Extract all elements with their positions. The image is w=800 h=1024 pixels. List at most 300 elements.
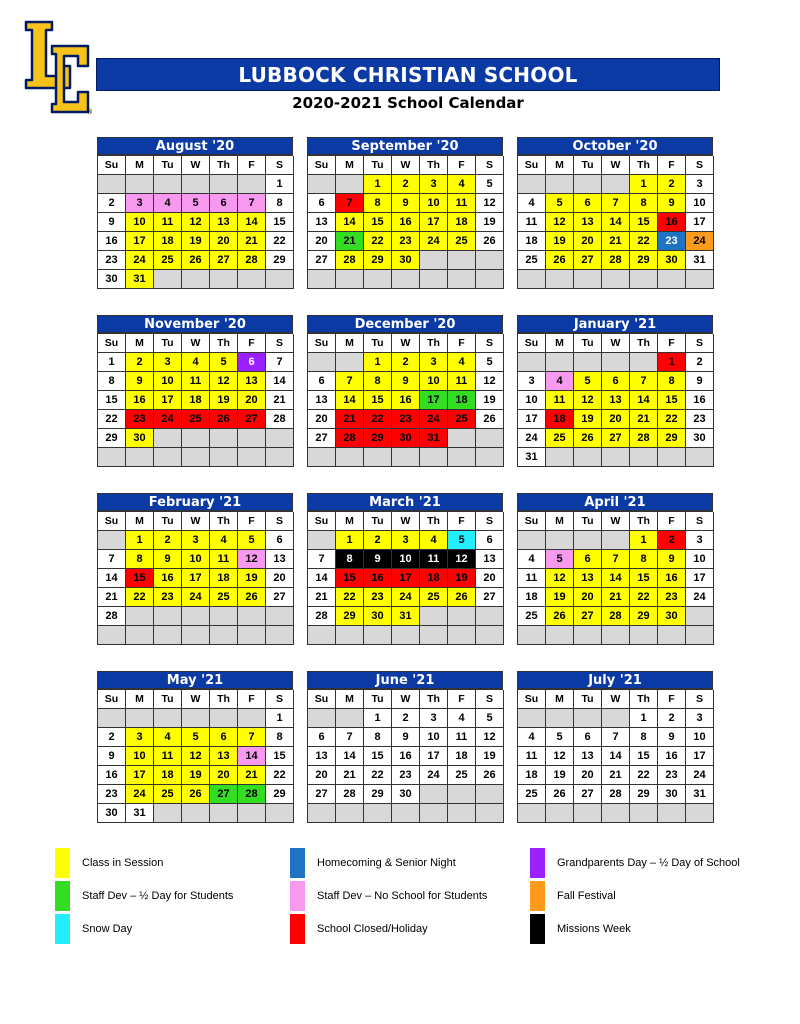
day-cell: 27 [308, 785, 336, 804]
day-cell: 17 [686, 569, 714, 588]
day-cell: 16 [392, 747, 420, 766]
empty-cell [686, 804, 714, 823]
weekday-header: F [238, 512, 266, 531]
day-cell: 18 [210, 569, 238, 588]
day-cell: 2 [658, 709, 686, 728]
day-cell: 22 [336, 588, 364, 607]
day-cell: 6 [308, 194, 336, 213]
day-cell: 14 [238, 747, 266, 766]
day-cell: 26 [546, 785, 574, 804]
legend-item [55, 848, 163, 878]
weekday-header: W [392, 512, 420, 531]
day-cell: 24 [686, 766, 714, 785]
day-cell: 11 [546, 391, 574, 410]
weekday-header: S [266, 156, 294, 175]
day-cell: 8 [266, 728, 294, 747]
day-cell: 26 [210, 410, 238, 429]
weekday-header: S [476, 334, 504, 353]
day-cell: 26 [238, 588, 266, 607]
day-cell: 31 [686, 785, 714, 804]
empty-cell [420, 804, 448, 823]
empty-cell [546, 175, 574, 194]
day-cell: 22 [630, 232, 658, 251]
day-cell: 24 [420, 766, 448, 785]
empty-cell [210, 448, 238, 467]
empty-cell [546, 448, 574, 467]
empty-cell [182, 804, 210, 823]
empty-cell [392, 448, 420, 467]
day-cell: 9 [392, 194, 420, 213]
empty-cell [476, 785, 504, 804]
month-title: August '20 [97, 137, 293, 155]
day-cell: 27 [574, 251, 602, 270]
empty-cell [448, 429, 476, 448]
day-cell: 30 [392, 251, 420, 270]
weekday-header: Th [420, 512, 448, 531]
day-cell: 28 [336, 251, 364, 270]
day-cell: 7 [630, 372, 658, 391]
empty-cell [574, 804, 602, 823]
empty-cell [448, 270, 476, 289]
day-cell: 8 [630, 550, 658, 569]
weekday-header: S [476, 512, 504, 531]
day-cell: 23 [686, 410, 714, 429]
day-cell: 11 [518, 569, 546, 588]
day-cell: 4 [518, 728, 546, 747]
day-cell: 17 [686, 747, 714, 766]
day-cell: 1 [630, 531, 658, 550]
legend-label: Snow Day [82, 923, 133, 935]
weekday-header: F [238, 156, 266, 175]
empty-cell [210, 626, 238, 645]
day-cell: 13 [210, 747, 238, 766]
legend-label: Fall Festival [557, 890, 616, 902]
day-cell: 28 [602, 251, 630, 270]
day-cell: 8 [364, 372, 392, 391]
empty-cell [336, 804, 364, 823]
day-cell: 12 [476, 728, 504, 747]
empty-cell [98, 531, 126, 550]
day-cell: 23 [98, 251, 126, 270]
legend-item [290, 881, 487, 911]
school-name-banner [96, 58, 720, 91]
day-cell: 10 [686, 550, 714, 569]
day-cell: 5 [546, 550, 574, 569]
day-cell: 20 [238, 391, 266, 410]
day-cell: 21 [602, 766, 630, 785]
day-cell: 23 [392, 410, 420, 429]
legend-label: Missions Week [557, 923, 631, 935]
day-cell: 13 [476, 550, 504, 569]
day-cell: 16 [126, 391, 154, 410]
day-cell: 27 [266, 588, 294, 607]
day-cell: 14 [630, 391, 658, 410]
empty-cell [98, 448, 126, 467]
day-cell: 5 [182, 728, 210, 747]
empty-cell [602, 270, 630, 289]
month-title: May '21 [97, 671, 293, 689]
empty-cell [154, 709, 182, 728]
empty-cell [448, 626, 476, 645]
empty-cell [574, 353, 602, 372]
day-cell: 27 [476, 588, 504, 607]
day-cell: 14 [98, 569, 126, 588]
month-calendar [307, 493, 503, 645]
legend-item [530, 848, 740, 878]
day-cell: 8 [364, 194, 392, 213]
empty-cell [238, 270, 266, 289]
empty-cell [476, 448, 504, 467]
day-cell: 3 [154, 353, 182, 372]
weekday-header: Su [308, 690, 336, 709]
day-cell: 9 [392, 372, 420, 391]
month-grid [307, 155, 503, 289]
empty-cell [518, 804, 546, 823]
empty-cell [182, 607, 210, 626]
empty-cell [630, 626, 658, 645]
day-cell: 15 [630, 213, 658, 232]
legend-item [290, 848, 456, 878]
day-cell: 25 [448, 232, 476, 251]
empty-cell [98, 709, 126, 728]
day-cell: 15 [98, 391, 126, 410]
empty-cell [546, 626, 574, 645]
day-cell: 12 [546, 569, 574, 588]
weekday-header: M [126, 690, 154, 709]
weekday-header: S [266, 512, 294, 531]
day-cell: 4 [518, 550, 546, 569]
empty-cell [308, 531, 336, 550]
empty-cell [266, 270, 294, 289]
empty-cell [476, 626, 504, 645]
day-cell: 4 [448, 709, 476, 728]
day-cell: 3 [126, 194, 154, 213]
day-cell: 12 [238, 550, 266, 569]
month-grid [517, 333, 713, 467]
empty-cell [238, 804, 266, 823]
day-cell: 14 [602, 213, 630, 232]
day-cell: 11 [448, 194, 476, 213]
day-cell: 16 [658, 213, 686, 232]
day-cell: 3 [420, 353, 448, 372]
day-cell: 17 [420, 747, 448, 766]
empty-cell [448, 785, 476, 804]
weekday-header: S [476, 156, 504, 175]
day-cell: 18 [448, 391, 476, 410]
day-cell: 29 [630, 785, 658, 804]
day-cell: 3 [126, 728, 154, 747]
day-cell: 21 [630, 410, 658, 429]
day-cell: 18 [518, 766, 546, 785]
day-cell: 20 [574, 232, 602, 251]
legend-swatch [290, 914, 305, 944]
empty-cell [182, 626, 210, 645]
day-cell: 5 [182, 194, 210, 213]
day-cell: 6 [266, 531, 294, 550]
day-cell: 19 [476, 391, 504, 410]
day-cell: 7 [266, 353, 294, 372]
day-cell: 13 [210, 213, 238, 232]
empty-cell [364, 804, 392, 823]
day-cell: 5 [238, 531, 266, 550]
day-cell: 28 [602, 607, 630, 626]
day-cell: 29 [266, 785, 294, 804]
day-cell: 15 [364, 213, 392, 232]
weekday-header: Tu [154, 156, 182, 175]
empty-cell [126, 175, 154, 194]
empty-cell [266, 626, 294, 645]
registered-mark: ® [86, 108, 93, 116]
day-cell: 17 [126, 766, 154, 785]
day-cell: 11 [210, 550, 238, 569]
weekday-header: Tu [364, 512, 392, 531]
day-cell: 29 [630, 251, 658, 270]
day-cell: 9 [98, 213, 126, 232]
day-cell: 27 [308, 251, 336, 270]
day-cell: 24 [392, 588, 420, 607]
day-cell: 30 [392, 785, 420, 804]
day-cell: 19 [476, 213, 504, 232]
day-cell: 28 [238, 251, 266, 270]
day-cell: 28 [336, 429, 364, 448]
day-cell: 23 [98, 785, 126, 804]
day-cell: 18 [154, 232, 182, 251]
day-cell: 7 [602, 550, 630, 569]
day-cell: 4 [154, 728, 182, 747]
month-calendar [307, 671, 503, 823]
empty-cell [574, 531, 602, 550]
day-cell: 1 [364, 709, 392, 728]
day-cell: 24 [420, 232, 448, 251]
day-cell: 25 [448, 766, 476, 785]
month-grid [97, 511, 293, 645]
day-cell: 4 [420, 531, 448, 550]
day-cell: 18 [518, 232, 546, 251]
empty-cell [336, 709, 364, 728]
weekday-header: W [182, 690, 210, 709]
weekday-header: W [602, 334, 630, 353]
legend-label: Homecoming & Senior Night [317, 857, 456, 869]
day-cell: 20 [210, 232, 238, 251]
day-cell: 13 [602, 391, 630, 410]
day-cell: 24 [154, 410, 182, 429]
day-cell: 27 [574, 785, 602, 804]
day-cell: 10 [686, 728, 714, 747]
day-cell: 13 [574, 747, 602, 766]
weekday-header: Su [308, 156, 336, 175]
day-cell: 25 [182, 410, 210, 429]
day-cell: 21 [602, 588, 630, 607]
empty-cell [630, 804, 658, 823]
day-cell: 30 [126, 429, 154, 448]
day-cell: 15 [658, 391, 686, 410]
month-grid [307, 689, 503, 823]
day-cell: 21 [238, 766, 266, 785]
day-cell: 30 [98, 804, 126, 823]
day-cell: 2 [392, 175, 420, 194]
day-cell: 26 [182, 785, 210, 804]
day-cell: 28 [630, 429, 658, 448]
weekday-header: Tu [154, 512, 182, 531]
day-cell: 14 [308, 569, 336, 588]
day-cell: 14 [266, 372, 294, 391]
day-cell: 29 [364, 429, 392, 448]
month-grid [307, 511, 503, 645]
day-cell: 19 [546, 766, 574, 785]
day-cell: 25 [154, 785, 182, 804]
day-cell: 1 [364, 353, 392, 372]
month-title: April '21 [517, 493, 713, 511]
legend-label: Class in Session [82, 857, 164, 869]
empty-cell [238, 429, 266, 448]
day-cell: 29 [266, 251, 294, 270]
day-cell: 15 [364, 747, 392, 766]
day-cell: 22 [266, 766, 294, 785]
day-cell: 18 [448, 213, 476, 232]
empty-cell [154, 607, 182, 626]
day-cell: 23 [658, 232, 686, 251]
weekday-header: F [448, 690, 476, 709]
empty-cell [574, 448, 602, 467]
empty-cell [210, 607, 238, 626]
day-cell: 20 [308, 232, 336, 251]
day-cell: 5 [574, 372, 602, 391]
day-cell: 9 [658, 194, 686, 213]
day-cell: 18 [420, 569, 448, 588]
day-cell: 21 [602, 232, 630, 251]
legend-label: Staff Dev – ½ Day for Students [82, 890, 234, 902]
day-cell: 30 [364, 607, 392, 626]
day-cell: 3 [686, 175, 714, 194]
day-cell: 10 [686, 194, 714, 213]
day-cell: 30 [392, 429, 420, 448]
day-cell: 30 [658, 607, 686, 626]
day-cell: 30 [686, 429, 714, 448]
day-cell: 25 [518, 607, 546, 626]
day-cell: 6 [574, 550, 602, 569]
day-cell: 18 [518, 588, 546, 607]
day-cell: 8 [658, 372, 686, 391]
day-cell: 20 [308, 766, 336, 785]
day-cell: 10 [420, 372, 448, 391]
empty-cell [126, 448, 154, 467]
day-cell: 8 [630, 728, 658, 747]
month-grid [97, 155, 293, 289]
day-cell: 12 [182, 747, 210, 766]
day-cell: 13 [266, 550, 294, 569]
empty-cell [154, 429, 182, 448]
day-cell: 1 [630, 175, 658, 194]
month-grid [97, 333, 293, 467]
day-cell: 26 [546, 607, 574, 626]
day-cell: 25 [210, 588, 238, 607]
day-cell: 30 [658, 785, 686, 804]
day-cell: 6 [476, 531, 504, 550]
day-cell: 15 [336, 569, 364, 588]
day-cell: 9 [154, 550, 182, 569]
day-cell: 5 [448, 531, 476, 550]
month-calendar [517, 671, 713, 823]
day-cell: 20 [308, 410, 336, 429]
day-cell: 8 [336, 550, 364, 569]
day-cell: 17 [420, 213, 448, 232]
empty-cell [448, 804, 476, 823]
day-cell: 25 [420, 588, 448, 607]
empty-cell [658, 270, 686, 289]
day-cell: 9 [392, 728, 420, 747]
day-cell: 4 [154, 194, 182, 213]
weekday-header: S [686, 690, 714, 709]
empty-cell [420, 785, 448, 804]
day-cell: 9 [364, 550, 392, 569]
weekday-header: M [336, 690, 364, 709]
day-cell: 22 [364, 410, 392, 429]
empty-cell [182, 429, 210, 448]
day-cell: 13 [308, 213, 336, 232]
day-cell: 7 [602, 728, 630, 747]
day-cell: 8 [364, 728, 392, 747]
day-cell: 5 [476, 175, 504, 194]
day-cell: 9 [98, 747, 126, 766]
day-cell: 7 [336, 372, 364, 391]
weekday-header: S [266, 690, 294, 709]
day-cell: 3 [686, 709, 714, 728]
month-title: September '20 [307, 137, 503, 155]
day-cell: 8 [98, 372, 126, 391]
day-cell: 27 [574, 607, 602, 626]
day-cell: 23 [658, 766, 686, 785]
weekday-header: Th [210, 512, 238, 531]
day-cell: 20 [476, 569, 504, 588]
day-cell: 1 [630, 709, 658, 728]
day-cell: 9 [658, 550, 686, 569]
day-cell: 16 [658, 747, 686, 766]
school-logo [22, 18, 94, 116]
day-cell: 3 [420, 175, 448, 194]
empty-cell [364, 448, 392, 467]
day-cell: 6 [238, 353, 266, 372]
day-cell: 24 [420, 410, 448, 429]
weekday-header: Th [420, 156, 448, 175]
empty-cell [518, 626, 546, 645]
day-cell: 10 [154, 372, 182, 391]
empty-cell [98, 626, 126, 645]
day-cell: 16 [686, 391, 714, 410]
day-cell: 14 [602, 747, 630, 766]
day-cell: 30 [658, 251, 686, 270]
day-cell: 20 [574, 588, 602, 607]
weekday-header: Th [630, 334, 658, 353]
day-cell: 15 [126, 569, 154, 588]
empty-cell [392, 804, 420, 823]
empty-cell [336, 626, 364, 645]
month-grid [517, 155, 713, 289]
legend-swatch [55, 914, 70, 944]
day-cell: 16 [98, 766, 126, 785]
day-cell: 28 [602, 785, 630, 804]
day-cell: 11 [154, 747, 182, 766]
empty-cell [448, 607, 476, 626]
day-cell: 29 [336, 607, 364, 626]
day-cell: 17 [154, 391, 182, 410]
empty-cell [238, 448, 266, 467]
empty-cell [154, 270, 182, 289]
legend-swatch [530, 881, 545, 911]
day-cell: 1 [266, 709, 294, 728]
weekday-header: Su [518, 690, 546, 709]
weekday-header: M [336, 512, 364, 531]
day-cell: 27 [308, 429, 336, 448]
